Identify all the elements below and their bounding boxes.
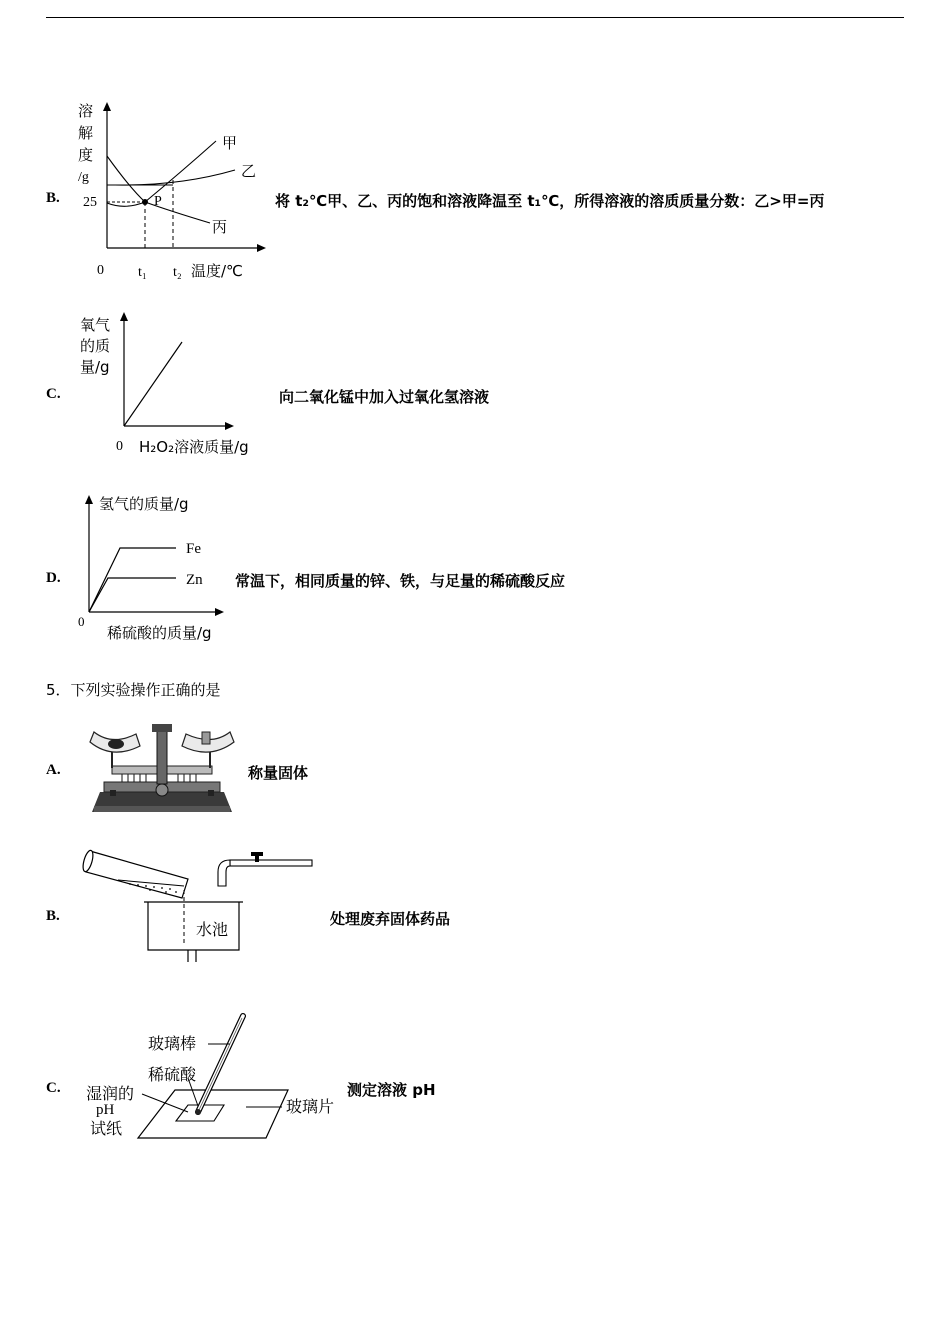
curve-bing (107, 156, 210, 223)
ylabel-char-3: 度 (78, 146, 94, 164)
q5-option-c-label: C. (46, 1080, 61, 1096)
point-p-label: P (154, 194, 162, 209)
q5-option-c-text: 测定溶液 pH (347, 1081, 436, 1099)
ylabel-char-1: 溶 (78, 102, 94, 120)
origin-label: 0 (78, 614, 85, 629)
q5-option-b-text: 处理废弃固体药品 (330, 910, 451, 928)
tilted-test-tube (81, 849, 188, 898)
option-b-label: B. (46, 190, 60, 206)
curve-bing-label: 丙 (212, 218, 228, 236)
x-axis-arrow (215, 608, 224, 616)
curve-yi (115, 170, 235, 185)
q5-option-a-label: A. (46, 762, 61, 778)
y-axis-arrow (120, 312, 128, 321)
t2-label: t₂ (173, 265, 182, 280)
q5-option-b-label: B. (46, 908, 60, 924)
y-axis-arrow (103, 102, 111, 111)
y-axis-arrow (85, 495, 93, 504)
left-sample (108, 739, 124, 749)
t1-label: t₁ (138, 265, 147, 280)
xlabel: 温度/℃ (191, 262, 243, 280)
sink-label: 水池 (196, 920, 229, 939)
option-d-label: D. (46, 570, 61, 586)
faucet (218, 852, 312, 886)
balance-pillar (157, 728, 167, 784)
zn-line (89, 578, 176, 612)
ylabel-char-2: 解 (78, 124, 94, 142)
option-c-text: 向二氧化锰中加入过氧化氢溶液 (279, 388, 490, 406)
option-d-text: 常温下，相同质量的锌、铁，与足量的稀硫酸反应 (235, 572, 566, 590)
origin-label: 0 (97, 263, 104, 278)
ylabel: 氢气的质量/g (99, 495, 189, 513)
fe-line (89, 548, 176, 612)
xlabel: H₂O₂溶液质量/g (139, 438, 249, 456)
balance-scale-illustration (82, 720, 242, 816)
ylabel-char-4: /g (78, 170, 89, 185)
solubility-graph (70, 98, 270, 288)
ylabel-line-1: 氧气 (80, 316, 111, 334)
oxygen-graph (72, 308, 272, 463)
right-weight (202, 732, 210, 744)
question-5-stem: 5．下列实验操作正确的是 (46, 681, 221, 699)
acid-label: 稀硫酸 (148, 1065, 197, 1084)
x-axis-arrow (225, 422, 234, 430)
curve-jia-label: 甲 (222, 134, 238, 152)
hydrogen-graph (72, 490, 242, 645)
zn-label: Zn (186, 572, 203, 588)
point-p (142, 199, 148, 205)
o2-line (124, 342, 182, 426)
option-b-text: 将 t₂℃甲、乙、丙的饱和溶液降温至 t₁℃，所得溶液的溶质质量分数：乙>甲=丙 (275, 192, 825, 210)
y-tick-25: 25 (83, 195, 97, 210)
paper-label-line3: 试纸 (90, 1119, 123, 1138)
glass-label: 玻璃片 (286, 1097, 335, 1116)
ylabel-line-3: 量/g (80, 358, 110, 376)
header-rule (46, 17, 904, 18)
ylabel-line-2: 的质 (80, 337, 111, 355)
ph-test-illustration (80, 1008, 350, 1148)
acid-drop (195, 1109, 201, 1115)
x-axis-arrow (257, 244, 266, 252)
paper-label-line1: 湿润的 (86, 1084, 135, 1103)
rod-label: 玻璃棒 (148, 1034, 197, 1053)
paper-label-line2: pH (96, 1102, 115, 1118)
sink-disposal-illustration (78, 846, 318, 964)
curve-yi-label: 乙 (241, 162, 257, 180)
origin-label: 0 (116, 439, 123, 454)
q5-option-a-text: 称量固体 (248, 764, 309, 782)
xlabel: 稀硫酸的质量/g (107, 624, 212, 642)
fe-label: Fe (186, 541, 201, 557)
option-c-label: C. (46, 386, 61, 402)
